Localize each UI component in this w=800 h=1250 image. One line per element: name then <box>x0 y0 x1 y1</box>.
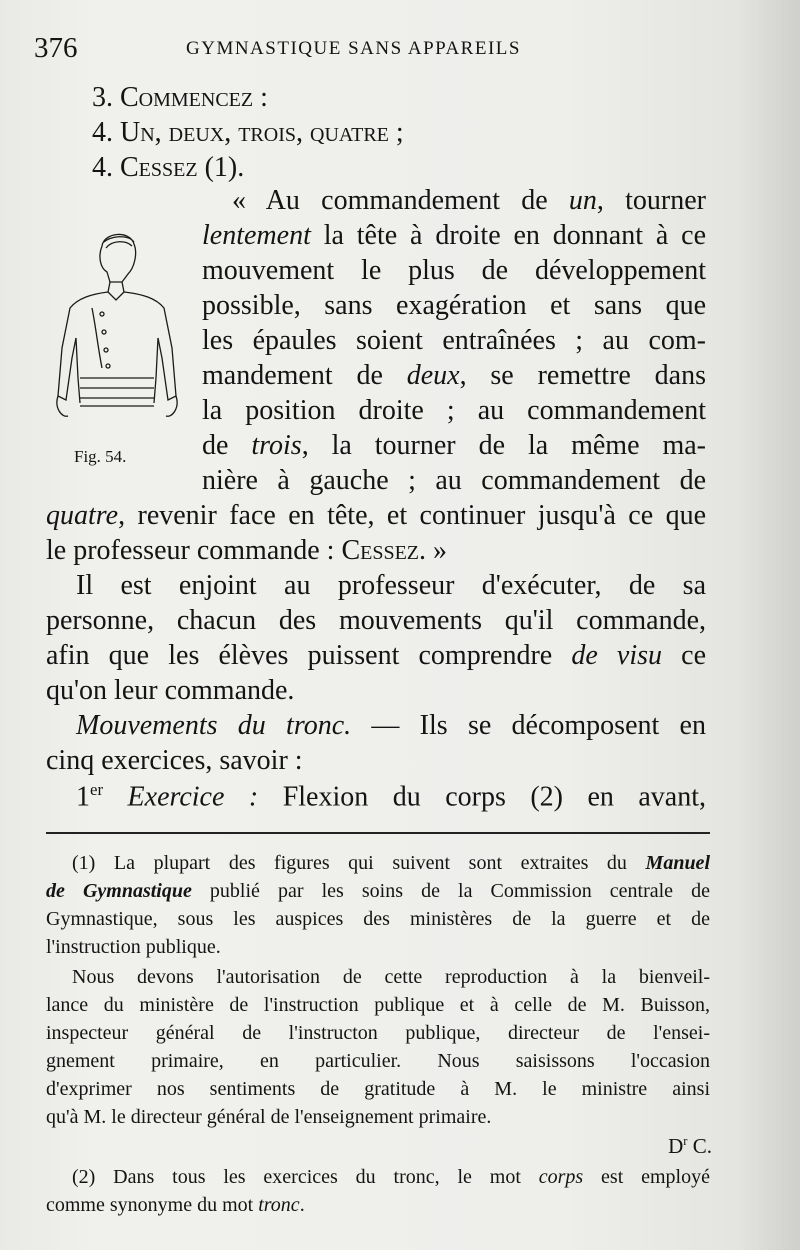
para1-line-10: quatre, revenir face en tête, et continuer jusqu'à ce que <box>46 500 706 531</box>
footnote1-line-4: l'instruction publique. <box>46 936 221 958</box>
footnote1b-line-1: Nous devons l'autorisation de cette reproduction à la bienveil- <box>72 966 710 988</box>
command-4: 4. Un, deux, trois, quatre ; <box>92 117 404 148</box>
para1-line-7: la position droite ; au commandement <box>202 395 706 426</box>
footnote1b-line-6: qu'à M. le directeur général de l'enseignement primaire. <box>46 1106 492 1128</box>
para2-line-2: personne, chacun des mouvements qu'il commande, <box>46 605 706 636</box>
para1-line-6: mandement de deux, se remettre dans <box>202 360 706 391</box>
para1-line-9: nière à gauche ; au commandement de <box>202 465 706 496</box>
para1-line-2: lentement la tête à droite en donnant à ce <box>202 220 706 251</box>
para1-line-1: « Au commandement de un, tourner <box>232 185 707 216</box>
para2-line-4: qu'on leur commande. <box>46 675 295 706</box>
footnote1-line-2: de Gymnastique publié par les soins de la Commission centrale de <box>46 880 711 902</box>
para2-line-3: afin que les élèves puissent comprendre de visu ce <box>46 640 707 671</box>
para1-line-3: mouvement le plus de développement <box>202 255 706 286</box>
footnote1b-line-2: lance du ministère de l'instruction publique et à celle de M. Buisson, <box>46 994 710 1016</box>
command-4-cessez: 4. Cessez (1). <box>92 152 245 183</box>
para3-line-2: cinq exercices, savoir : <box>46 745 303 776</box>
footnote-rule <box>46 832 710 834</box>
footnote1-line-3: Gymnastique, sous les auspices des ministères de la guerre et de <box>46 908 710 930</box>
footnote1-line-1: (1) La plupart des figures qui suivent sont extraites du Manuel <box>72 852 710 874</box>
para3-line-1: Mouvements du tronc. — Ils se décomposent en <box>76 710 706 741</box>
para1-line-4: possible, sans exagération et sans que <box>202 290 706 321</box>
figure-caption: Fig. 54. <box>74 447 127 466</box>
footnote1b-line-5: d'exprimer nos sentiments de gratitude à M. le ministre ainsi <box>46 1078 710 1100</box>
footnote-signature: $D^r$ C. <box>668 1134 712 1158</box>
para1-line-8: de trois, la tourner de la même ma- <box>202 430 706 461</box>
page-number: 376 <box>34 32 78 64</box>
running-title: GYMNASTIQUE SANS APPAREILS <box>186 38 521 59</box>
footnote1b-line-3: inspecteur général de l'instructon publique, directeur de l'ensei- <box>46 1022 710 1044</box>
gymnast-figure-illustration <box>52 228 184 433</box>
para2-line-1: Il est enjoint au professeur d'exécuter, de sa <box>76 570 706 601</box>
footnote1b-line-4: gnement primaire, en particulier. Nous saisissons l'occasion <box>46 1050 710 1072</box>
para3-line-3: 1er Exercice : Flexion du corps (2) en avant, <box>76 780 707 813</box>
command-3: 3. Commencez : <box>92 82 268 113</box>
footnote2-line-1: (2) Dans tous les exercices du tronc, le mot corps est employé <box>72 1166 710 1188</box>
para1-line-5: les épaules soient entraînées ; au com- <box>202 325 706 356</box>
footnote2-line-2: comme synonyme du mot tronc. <box>46 1194 305 1216</box>
para1-line-11: le professeur commande : Cessez. » <box>46 535 448 566</box>
